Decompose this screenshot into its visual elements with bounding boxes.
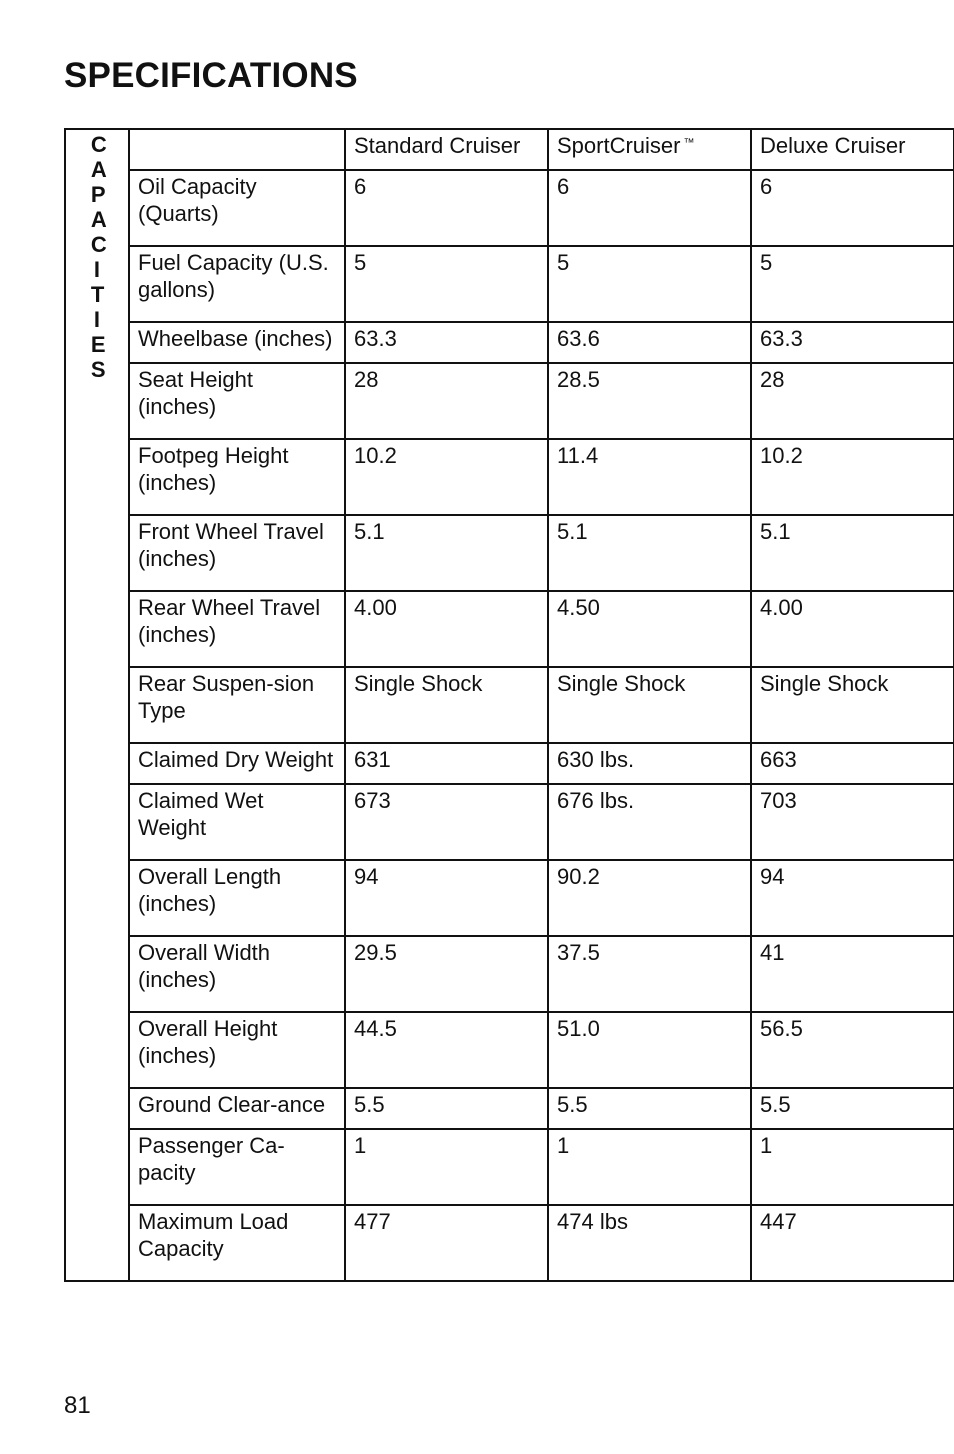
table-row	[65, 1205, 954, 1281]
table-row	[65, 363, 954, 439]
value-cell: 703	[751, 784, 954, 860]
value-cell: 5.1	[548, 515, 751, 591]
value-cell: 41	[751, 936, 954, 1012]
table-row	[65, 784, 954, 860]
row-label: Maximum Load Capacity	[129, 1205, 345, 1281]
header-blank-cell	[129, 129, 345, 170]
value-cell: 6	[751, 170, 954, 246]
row-label: Fuel Capacity (U.S. gallons)	[129, 246, 345, 322]
table-row	[65, 1012, 954, 1088]
value-cell: 630 lbs.	[548, 743, 751, 784]
table-row	[65, 1129, 954, 1205]
side-label-text: CAPACITIES	[90, 132, 107, 382]
value-cell: 631	[345, 743, 548, 784]
table-header-row	[65, 129, 954, 170]
trademark-mark: ™	[683, 137, 695, 149]
row-label: Oil Capacity (Quarts)	[129, 170, 345, 246]
capacities-side-label	[65, 129, 129, 1281]
value-cell: 447	[751, 1205, 954, 1281]
page-title: SPECIFICATIONS	[64, 56, 358, 95]
value-cell: 56.5	[751, 1012, 954, 1088]
value-cell: 11.4	[548, 439, 751, 515]
column-header-label: SportCruiser	[557, 133, 681, 158]
row-label: Footpeg Height (inches)	[129, 439, 345, 515]
row-label: Passenger Ca-pacity	[129, 1129, 345, 1205]
row-label: Wheelbase (inches)	[129, 322, 345, 363]
row-label: Claimed Wet Weight	[129, 784, 345, 860]
table-row	[65, 170, 954, 246]
column-header-deluxe-cruiser	[751, 129, 954, 170]
value-cell: 1	[345, 1129, 548, 1205]
value-cell: 5	[345, 246, 548, 322]
table-row	[65, 936, 954, 1012]
row-label: Seat Height (inches)	[129, 363, 345, 439]
row-label: Ground Clear-ance	[129, 1088, 345, 1129]
value-cell: 4.00	[751, 591, 954, 667]
value-cell: 5.1	[751, 515, 954, 591]
value-cell: 63.6	[548, 322, 751, 363]
table-row	[65, 743, 954, 784]
value-cell: 6	[548, 170, 751, 246]
value-cell: 676 lbs.	[548, 784, 751, 860]
table-row	[65, 322, 954, 363]
value-cell: 29.5	[345, 936, 548, 1012]
value-cell: 1	[751, 1129, 954, 1205]
value-cell: 51.0	[548, 1012, 751, 1088]
row-label: Rear Wheel Travel (inches)	[129, 591, 345, 667]
table-row	[65, 439, 954, 515]
specifications-table	[64, 128, 954, 1282]
column-header-standard-cruiser	[345, 129, 548, 170]
value-cell: 28	[345, 363, 548, 439]
value-cell: 44.5	[345, 1012, 548, 1088]
value-cell: 94	[751, 860, 954, 936]
value-cell: 63.3	[345, 322, 548, 363]
column-header-label: Deluxe Cruiser	[760, 133, 906, 158]
value-cell: Single Shock	[548, 667, 751, 743]
value-cell: Single Shock	[345, 667, 548, 743]
value-cell: 673	[345, 784, 548, 860]
row-label: Rear Suspen-sion Type	[129, 667, 345, 743]
value-cell: 5	[751, 246, 954, 322]
value-cell: 6	[345, 170, 548, 246]
value-cell: 63.3	[751, 322, 954, 363]
value-cell: 37.5	[548, 936, 751, 1012]
row-label: Front Wheel Travel (inches)	[129, 515, 345, 591]
row-label: Overall Length (inches)	[129, 860, 345, 936]
value-cell: 4.50	[548, 591, 751, 667]
value-cell: 10.2	[751, 439, 954, 515]
value-cell: Single Shock	[751, 667, 954, 743]
value-cell: 28.5	[548, 363, 751, 439]
value-cell: 5	[548, 246, 751, 322]
row-label: Overall Height (inches)	[129, 1012, 345, 1088]
table-row	[65, 246, 954, 322]
value-cell: 5.5	[548, 1088, 751, 1129]
value-cell: 28	[751, 363, 954, 439]
value-cell: 477	[345, 1205, 548, 1281]
table-row	[65, 667, 954, 743]
value-cell: 10.2	[345, 439, 548, 515]
row-label: Overall Width (inches)	[129, 936, 345, 1012]
value-cell: 474 lbs	[548, 1205, 751, 1281]
table-row	[65, 591, 954, 667]
value-cell: 1	[548, 1129, 751, 1205]
column-header-sportcruiser	[548, 129, 751, 170]
table-row	[65, 515, 954, 591]
value-cell: 94	[345, 860, 548, 936]
column-header-label: Standard Cruiser	[354, 133, 521, 158]
value-cell: 90.2	[548, 860, 751, 936]
value-cell: 5.5	[751, 1088, 954, 1129]
value-cell: 4.00	[345, 591, 548, 667]
table-row	[65, 860, 954, 936]
value-cell: 663	[751, 743, 954, 784]
row-label: Claimed Dry Weight	[129, 743, 345, 784]
table-row	[65, 1088, 954, 1129]
value-cell: 5.5	[345, 1088, 548, 1129]
page-number: 81	[64, 1392, 91, 1419]
value-cell: 5.1	[345, 515, 548, 591]
